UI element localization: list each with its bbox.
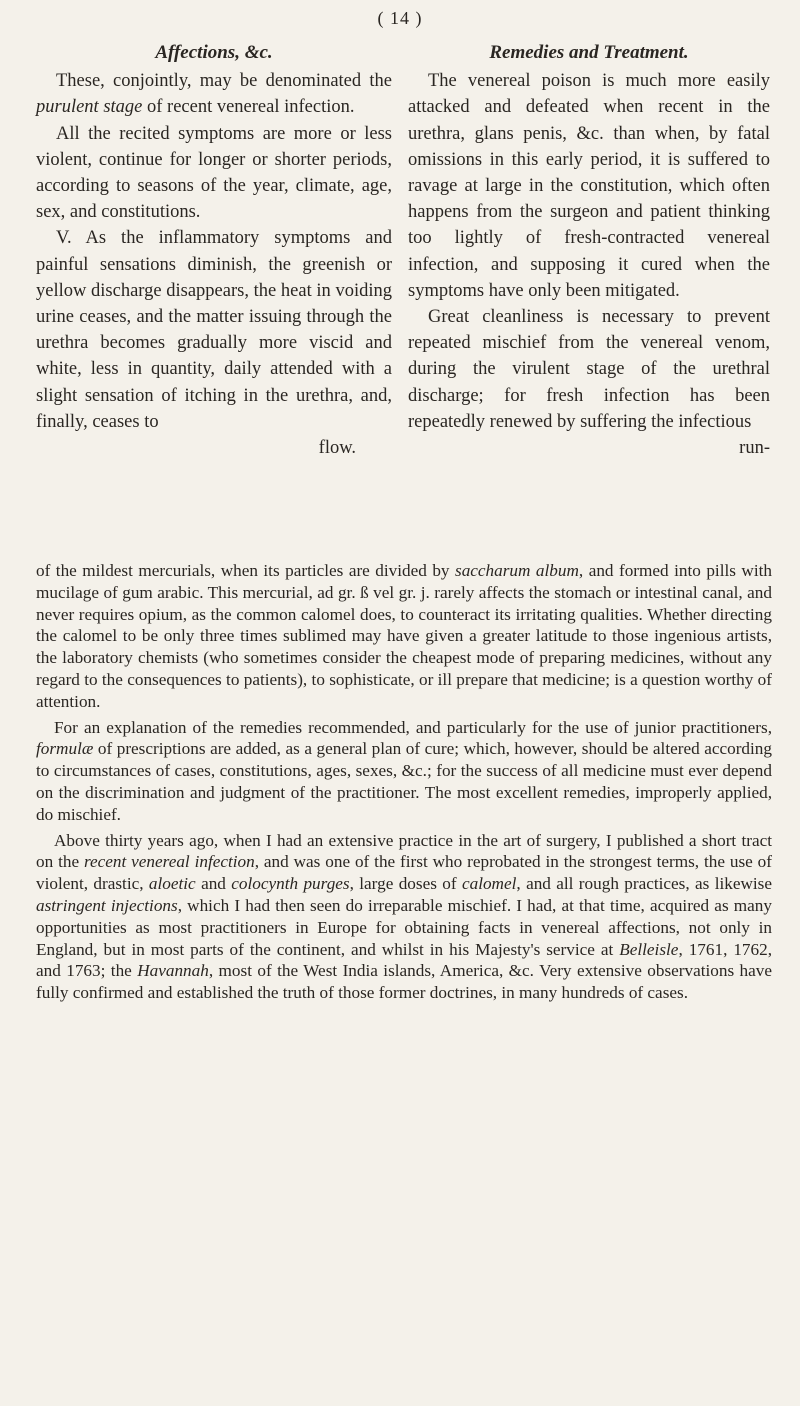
text-run: of the mildest mercurials, when its particles are divided by (36, 561, 456, 580)
italic-term: colocynth purges (231, 874, 350, 894)
italic-term: recent venereal infection (83, 852, 255, 872)
text-run: and (195, 874, 232, 894)
page-number: ( 14 ) (377, 8, 423, 28)
left-paragraph-1 (36, 68, 392, 120)
text-run: , most of the West India islands, America, &c. Very extensive observations have fully confirmed and established the truth of those former doctrines, in many hundreds of cases. (36, 961, 773, 1003)
italic-term: aloetic (148, 874, 196, 894)
text-run: Above thirty years ago, when I had an extensive practice in the art of surgery, I published a short tract on the (36, 830, 772, 872)
text-run: of prescriptions are added, as a general plan of cure; which, however, should be altered according to circumstances of cases, constitutions, ages, sexes, &c.; for the success of all medicine must ever depend on the discrimination and judgment of the practitioner. The most excellent remedies, improperly applied, do mischief. (36, 739, 772, 824)
left-paragraph-3-end: flow. (318, 438, 356, 459)
right-column-heading: Remedies and Treatment. (489, 42, 689, 63)
full-width-text (36, 560, 772, 1008)
left-column-heading: Affections, &c. (155, 42, 273, 63)
italic-term: astringent injections (36, 895, 178, 915)
text-run: For an explanation of the remedies recommended, and particularly for the use of junior practitioners, (54, 717, 772, 737)
right-column (408, 40, 770, 461)
italic-term: Havannah (137, 961, 209, 981)
left-column (36, 40, 392, 461)
text-run: , 1761, 1762, and 1763; the (36, 939, 773, 981)
left-paragraph-2: All the recited symptoms are more or less violent, continue for longer or shorter periods, according to seasons of the year, climate, age, sex, and constitutions. (36, 123, 392, 223)
text-run: , and all rough practices, as likewise (516, 874, 772, 894)
italic-term: saccharum album (455, 561, 579, 580)
text-run: , and was one of the first who reprobated in the strongest terms, the use of violent, drastic, (36, 852, 772, 894)
text-run: , large doses of (349, 874, 462, 894)
right-paragraph-2: Great cleanliness is necessary to prevent repeated mischief from the venereal venom, during the virulent stage of the urethral discharge; for fresh infection has been repeatedly renewed by suffering the infectious (408, 307, 770, 432)
text-run: These, conjointly, may be denominated the (56, 71, 392, 92)
text-run: of recent venereal infection. (142, 97, 355, 118)
text-run: , which I had then seen do irreparable mischief. I had, at that time, acquired as many opportunities as most practitioners in Europe for obtaining facts in venereal affections, not only in England, but in most parts of the continent, and whilst in his Majesty's service at (36, 895, 772, 959)
italic-term: formulæ (36, 739, 94, 759)
body-paragraph-1 (36, 560, 772, 713)
right-paragraph-1: The venereal poison is much more easily attacked and defeated when recent in the urethra, glans penis, &c. than when, by fatal omissions in this early period, it is suffered to ravage at large in the constitution, which often happens from the surgeon and patient thinking too lightly of fresh-contracted venereal infection, and supposing it cured when the symptoms have only been mitigated. (408, 71, 770, 301)
left-paragraph-3: V. As the inflammatory symptoms and painful sensations diminish, the greenish or yellow discharge disappears, the heat in voiding urine ceases, and the matter issuing through the urethra becomes gradually more viscid and white, less in quantity, daily attended with a slight sensation of itching in the urethra, and, finally, ceases to (36, 228, 392, 432)
body-paragraph-2 (36, 717, 772, 826)
italic-term: Belleisle (619, 939, 679, 959)
catchword: run- (739, 438, 770, 459)
text-run: , and formed into pills with mucilage of gum arabic. This mercurial, ad gr. ß vel gr. j. rarely affects the stomach or intestinal canal, and never requires opium, as the common calomel does, to counteract its irritating qualities. Whether directing the calomel to be only three times sublimed may have given a greater latitude to those ingenious artists, the laboratory chemists (who sometimes consider the cheapest mode of preparing medicines, without any regard to the consequences to patients), to sophisticate, or ill prepare that medicine; is a question worthy of attention. (36, 561, 772, 711)
italic-term: purulent stage (36, 97, 143, 118)
italic-term: calomel (461, 874, 517, 894)
body-paragraph-3 (36, 830, 772, 1004)
